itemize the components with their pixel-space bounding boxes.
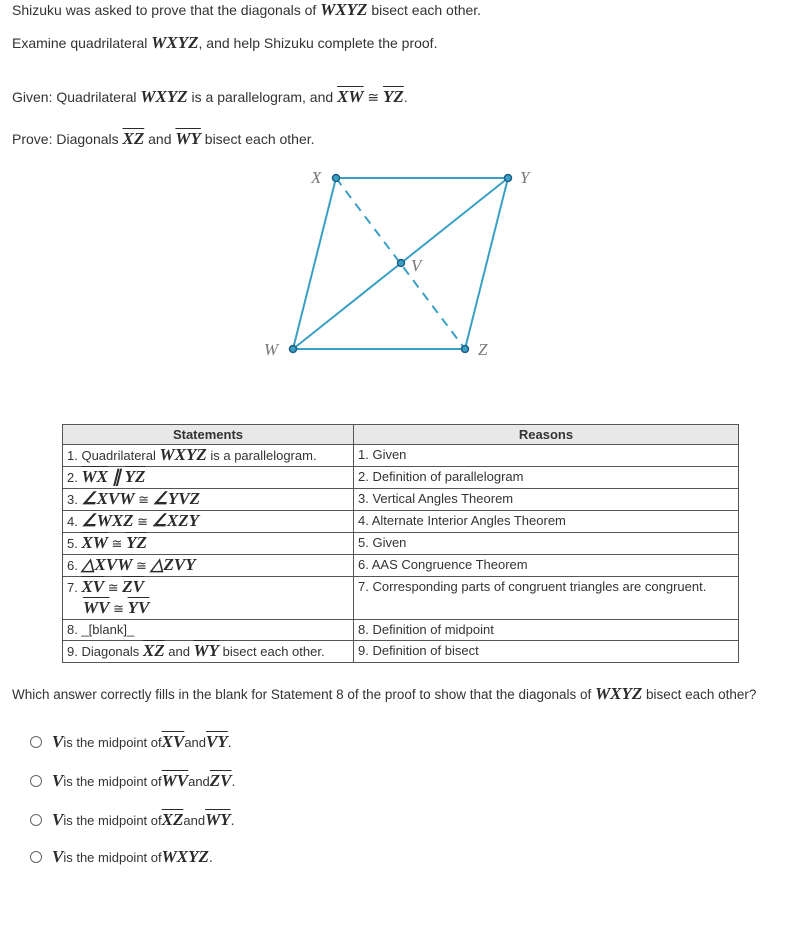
side-wx — [293, 178, 336, 349]
statement-6 — [63, 555, 354, 577]
proof-row — [63, 641, 739, 663]
radio-button[interactable] — [30, 736, 42, 748]
proof-row — [63, 577, 739, 620]
reason-6: 6. AAS Congruence Theorem — [354, 555, 739, 577]
statement-2 — [63, 467, 354, 489]
segment: $\overline{XV}$ — [161, 732, 185, 751]
given-text: Quadrilateral — [52, 89, 141, 105]
text: and — [164, 644, 194, 659]
segment: $\overline{XW}$ — [81, 533, 108, 552]
segment: $\overline{WV}$ — [161, 771, 189, 790]
answer-option-4[interactable] — [30, 847, 213, 867]
parallel-symbol: ∥ — [107, 467, 125, 486]
text: is the midpoint of — [63, 773, 162, 789]
segment: $\overline{XZ}$ — [161, 810, 184, 829]
point-w — [290, 346, 297, 353]
segment: $\overline{WY}$ — [205, 810, 231, 829]
segment: $\overline{ZV}$ — [209, 771, 232, 790]
point-y — [505, 175, 512, 182]
text: is the midpoint of — [63, 812, 162, 828]
shape-name: WXYZ — [595, 684, 643, 703]
text: 5. — [67, 536, 82, 551]
parallelogram-diagram — [0, 0, 800, 420]
proof-row — [63, 445, 739, 467]
shape-name: WXYZ — [140, 87, 188, 106]
intro-text: bisect each other. — [367, 2, 482, 18]
answer-option-1[interactable] — [30, 732, 232, 752]
congruent-symbol: ≅ — [134, 492, 153, 507]
segment: $\overline{YZ}$ — [126, 533, 147, 552]
segment: $\overline{XV}$ — [81, 577, 105, 596]
congruent-symbol: ≅ — [363, 89, 384, 105]
statement-9 — [63, 641, 354, 663]
point: V — [52, 810, 64, 829]
statement-8-blank: 8. _[blank]_ — [63, 620, 354, 641]
angle: ∠XZY — [151, 511, 200, 530]
period: . — [208, 849, 213, 865]
text: 6. — [67, 558, 82, 573]
point: V — [52, 847, 64, 866]
reason-2: 2. Definition of parallelogram — [354, 467, 739, 489]
segment: $\overline{XZ}$ — [122, 129, 145, 148]
point-x — [333, 175, 340, 182]
period: . — [403, 89, 408, 105]
text: bisect each other. — [219, 644, 325, 659]
prove-text: Diagonals — [52, 131, 123, 147]
segment: $\overline{WX}$ — [81, 467, 108, 486]
radio-button[interactable] — [30, 775, 42, 787]
statement-4 — [63, 511, 354, 533]
proof-row — [63, 511, 739, 533]
side-yz — [465, 178, 508, 349]
label-y: Y — [520, 168, 530, 187]
point: V — [52, 771, 64, 790]
segment: $\overline{VY}$ — [206, 732, 228, 751]
shape-name: WXYZ — [151, 33, 199, 52]
given-text: is a parallelogram, and — [187, 89, 338, 105]
statement-5 — [63, 533, 354, 555]
reason-4: 4. Alternate Interior Angles Theorem — [354, 511, 739, 533]
prove-text: bisect each other. — [200, 131, 315, 147]
segment: $\overline{WV}$ — [83, 598, 110, 617]
proof-row — [63, 555, 739, 577]
proof-row — [63, 489, 739, 511]
congruent-symbol: ≅ — [104, 580, 123, 595]
congruent-symbol: ≅ — [133, 514, 152, 529]
reason-5: 5. Given — [354, 533, 739, 555]
text: is a parallelogram. — [206, 448, 317, 463]
segment: $\overline{YZ}$ — [383, 87, 404, 106]
congruent-symbol: ≅ — [109, 601, 128, 616]
reason-1: 1. Given — [354, 445, 739, 467]
statements-header: Statements — [63, 425, 354, 445]
segment: $\overline{YV}$ — [127, 598, 150, 617]
text: 7. — [67, 580, 82, 595]
shape-name: WXYZ — [159, 445, 207, 464]
text: 4. — [67, 514, 82, 529]
shape-name: WXYZ — [161, 847, 209, 866]
text: and — [184, 734, 207, 750]
intro-text: , and help Shizuku complete the proof. — [198, 35, 438, 51]
given-label: Given: — [12, 89, 53, 105]
label-z: Z — [478, 340, 488, 359]
radio-button[interactable] — [30, 814, 42, 826]
text: 1. Quadrilateral — [67, 448, 160, 463]
reasons-header: Reasons — [354, 425, 739, 445]
angle: ∠XVW — [81, 489, 135, 508]
label-x: X — [311, 168, 322, 187]
segment: $\overline{XW}$ — [337, 87, 364, 106]
shape-name: WXYZ — [320, 0, 368, 19]
reason-3: 3. Vertical Angles Theorem — [354, 489, 739, 511]
reason-9: 9. Definition of bisect — [354, 641, 739, 663]
segment: $\overline{WY}$ — [175, 129, 201, 148]
segment: $\overline{YZ}$ — [124, 467, 146, 486]
label-v: V — [411, 256, 422, 275]
segment: $\overline{XZ}$ — [142, 641, 165, 660]
reason-8: 8. Definition of midpoint — [354, 620, 739, 641]
text: and — [183, 812, 206, 828]
reason-7: 7. Corresponding parts of congruent triangles are congruent. — [354, 577, 739, 620]
congruent-symbol: ≅ — [132, 558, 151, 573]
triangle: △XVW — [81, 555, 133, 574]
answer-option-2[interactable] — [30, 771, 235, 791]
text: is the midpoint of — [63, 734, 162, 750]
period: . — [231, 773, 236, 789]
congruent-symbol: ≅ — [107, 536, 127, 551]
period: . — [230, 812, 235, 828]
proof-row — [63, 533, 739, 555]
triangle: △ZVY — [150, 555, 196, 574]
text: is the midpoint of — [63, 849, 162, 865]
text: 9. Diagonals — [67, 644, 143, 659]
text: Which answer correctly fills in the blank for Statement 8 of the proof to show that the diagonals of — [12, 687, 596, 702]
statement-3 — [63, 489, 354, 511]
intro-text: Examine quadrilateral — [12, 35, 152, 51]
point: V — [52, 732, 64, 751]
proof-header — [63, 425, 739, 445]
segment: $\overline{ZV}$ — [122, 577, 145, 596]
angle: ∠WXZ — [81, 511, 134, 530]
point-v — [398, 260, 405, 267]
proof-row — [63, 467, 739, 489]
segment: $\overline{WY}$ — [193, 641, 220, 660]
statement-7 — [63, 577, 354, 620]
answer-option-3[interactable] — [30, 810, 234, 830]
statement-1 — [63, 445, 354, 467]
intro-text: Shizuku was asked to prove that the diagonals of — [12, 2, 321, 18]
radio-button[interactable] — [30, 851, 42, 863]
question-text — [12, 684, 756, 704]
text: bisect each other? — [642, 687, 757, 702]
angle: ∠YVZ — [152, 489, 200, 508]
point-z — [462, 346, 469, 353]
text: and — [188, 773, 210, 789]
prove-label: Prove: — [12, 131, 53, 147]
prove-text: and — [144, 131, 176, 147]
proof-row — [63, 620, 739, 641]
proof-table — [62, 424, 739, 663]
text: 2. — [67, 470, 82, 485]
text: 3. — [67, 492, 82, 507]
label-w: W — [264, 340, 279, 359]
period: . — [227, 734, 232, 750]
